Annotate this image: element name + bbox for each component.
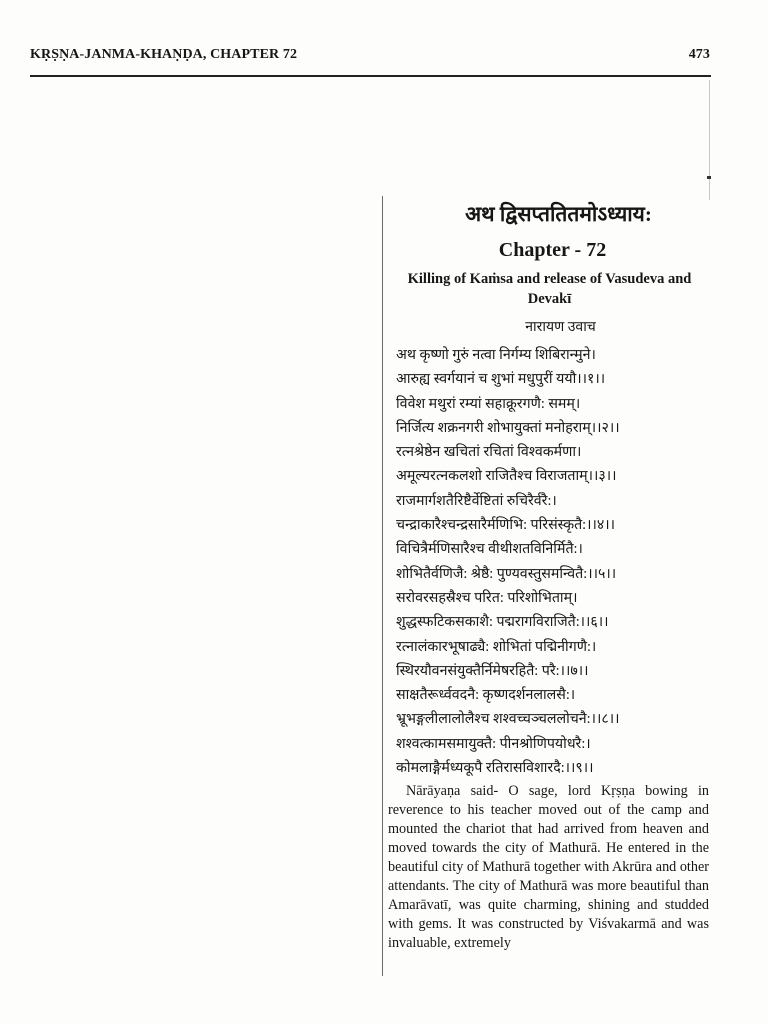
verse-line: निर्जित्य शक्रनगरी शोभायुक्तां मनोहराम्।।२।।: [396, 419, 620, 436]
scan-edge-mark: [707, 176, 711, 179]
verse-line: अमूल्यरत्नकलशो राजितैश्च विराजताम्।।३।।: [396, 468, 617, 485]
verse-line: विवेश मथुरां रम्यां सहाक्रूरगणै: समम्।: [396, 395, 581, 412]
verse-line: शश्वत्कामसमायुक्तै: पीनश्रोणिपयोधरै:।: [396, 735, 591, 752]
verse-line: सरोवरसहस्रैश्च परित: परिशोभिताम्।: [396, 589, 578, 606]
verse-line: रत्नालंकारभूषाढ्यै: शोभितां पद्मिनीगणै:।: [396, 638, 597, 655]
verse-line: स्थिरयौवनसंयुक्तैर्निमेषरहितै: परै:।।७।।: [396, 662, 589, 679]
translation-text: Nārāyaṇa said- O sage, lord Kṛṣṇa bowing in reverence to his teacher moved out of the camp and mounted the chariot that had arrived from heaven and moved towards the city of Mathurā. He entered in the beautiful city of Mathurā together with Akrūra and other attendants. The city of Mathurā was more beautiful than Amarāvatī, was quite charming, shining and studded with gems. It was constructed by Viśvakarmā and was invaluable, extremely: [388, 783, 709, 952]
column-rule: [382, 196, 383, 976]
verse-line: भ्रूभङ्गलीलालोलैश्च शश्वच्चञ्चललोचनै:।।८।।: [396, 711, 620, 728]
verse-line: रत्नश्रेष्ठेन खचितां रचितां विश्वकर्मणा।: [396, 444, 582, 461]
verse-block: [388, 343, 711, 780]
verse-line: आरुह्य स्वर्गयानं च शुभां मधुपुरीं ययौ।।१।।: [396, 371, 606, 388]
chapter-sanskrit-title: अथ द्विसप्ततितमोऽध्याय:: [465, 202, 652, 226]
verse-line: विचित्रैर्मणिसारैश्च वीथीशतविनिर्मितै:।: [396, 541, 583, 558]
verse-line: शोभितैर्वणिजै: श्रेष्ठै: पुण्यवस्तुसमन्वितै:।।५।।: [396, 565, 617, 582]
chapter-subtitle: Killing of Kaṁsa and release of Vasudeva and Devakī: [407, 271, 692, 307]
chapter-title: Chapter - 72: [498, 239, 607, 261]
verse-line: चन्द्राकारैश्चन्द्रसारैर्मणिभि: परिसंस्कृतै:।।४।।: [396, 517, 616, 534]
verse-line: राजमार्गशतैरिष्टैर्वेष्टितां रुचिरैर्वरै:।: [396, 492, 557, 509]
verse-line: शुद्धस्फटिकसकाशै: पद्मरागविराजितै:।।६।।: [396, 614, 609, 631]
verse-line: साक्षतैरूर्ध्ववदनै: कृष्णदर्शनलालसै:।: [396, 687, 576, 704]
text-column: [388, 200, 711, 953]
speaker-heading: नारायण उवाच: [525, 320, 596, 335]
running-header: [30, 47, 710, 63]
header-rule: [30, 75, 711, 77]
page-number: 473: [688, 47, 710, 62]
running-header-title: KṚṢṆA-JANMA-KHAṆḌA, CHAPTER 72: [30, 47, 298, 62]
verse-line: कोमलाङ्गैर्मध्यकूपै रतिरासविशारदै:।।९।।: [396, 760, 594, 777]
translation-paragraph: [388, 782, 711, 953]
verse-line: अथ कृष्णो गुरुं नत्वा निर्गम्य शिबिरान्मुने।: [396, 347, 596, 363]
scan-edge-line: [709, 80, 710, 200]
